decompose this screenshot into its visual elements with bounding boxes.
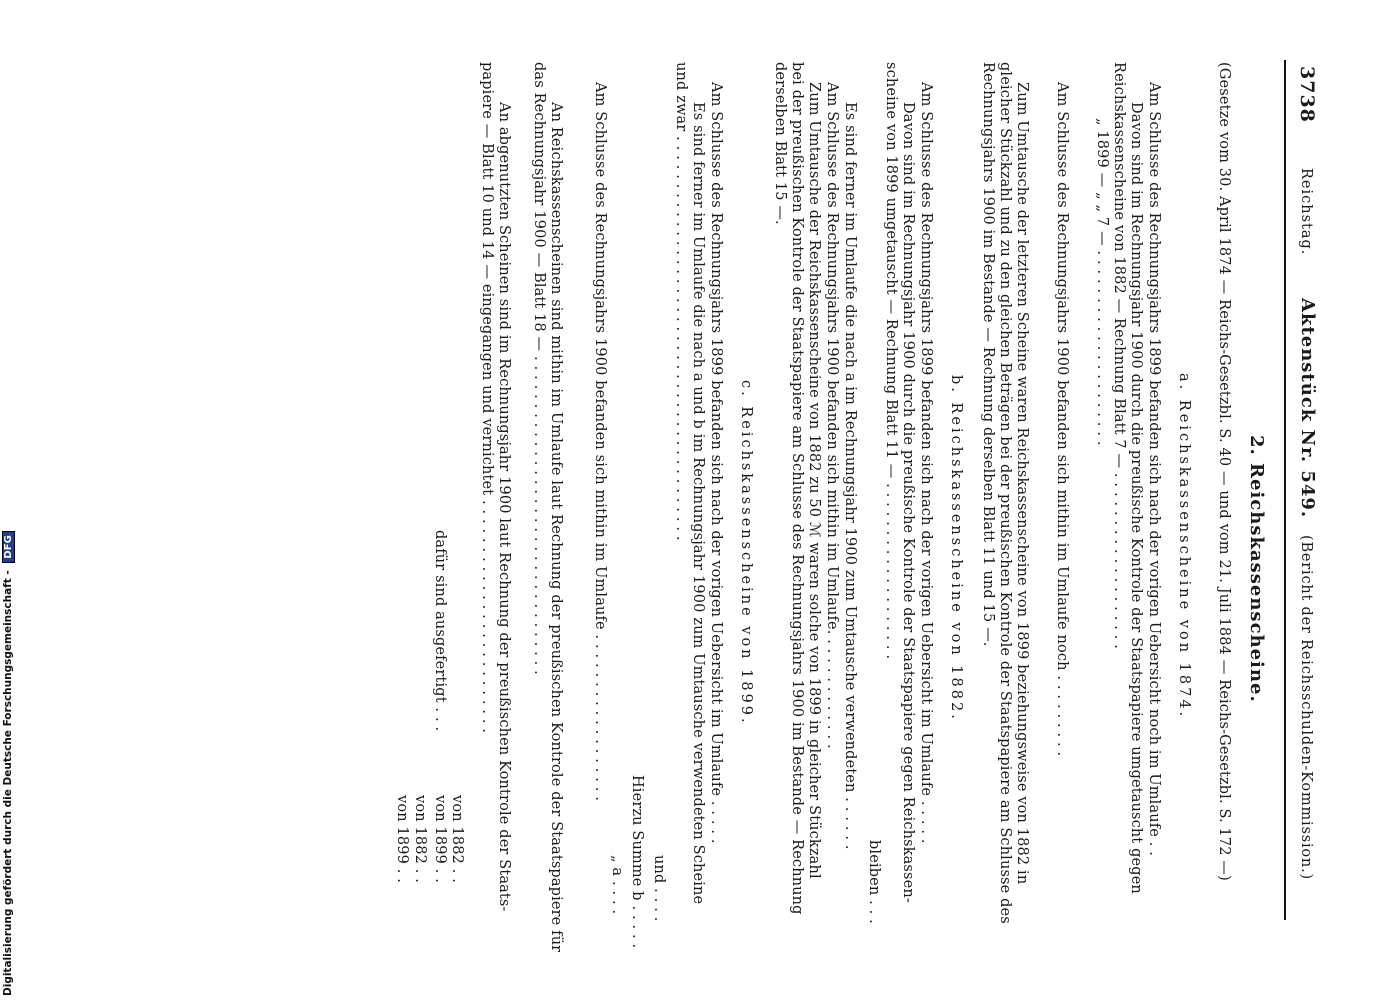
heading-a: a. Reichskassenscheine von 1874. (1176, 373, 1192, 720)
page-header (1284, 60, 1320, 920)
c-line-16: von 1899 . . (394, 795, 410, 884)
c-line-3: und zwar . . . . . . . . . . . . . . . . . . . . . . . . . . . . . . . . . . . . . . . . . . . (673, 62, 689, 541)
b-line-7: Zum Umtausche der Reichskassenscheine von 1882 zu 50 ℳ waren solche von 1899 in gleicher Stückzahl (806, 82, 822, 879)
c-line-5: Hierzu Summe b . . . . . (629, 775, 645, 949)
page-number: 3738 (1296, 66, 1318, 123)
heading-c: c. Reichskassenscheine von 1899. (738, 380, 754, 726)
digitization-credit (2, 535, 22, 996)
b-line-9: derselben Blatt 15 —. (772, 62, 788, 225)
a-line-7: gleicher Stückzahl und zu den gleichen Beträgen bei der preußischen Kontrole der Staatspapiere am Schlusse des (997, 62, 1013, 924)
c-line-6: „ a . . . . (609, 855, 625, 915)
a-line-3: Reichskassenscheine von 1882 — Rechnung Blatt 7 — . . . . . . . . . . . . . . . . . . . (1111, 62, 1127, 650)
credit-text: Digitalisierung gefördert durch die Deutsche Forschungsgemeinschaft - (2, 570, 14, 996)
b-line-8: bei der preußischen Kontrole der Staatspapiere am Schlusse des Rechnungsjahrs 1900 im Bestande — Rechnung (789, 62, 805, 915)
c-line-7: Am Schlusse des Rechnungsjahrs 1900 befanden sich mithin im Umlaufe . . . . . . . . . . . . . . . . . . (592, 82, 608, 802)
b-line-1: Am Schlusse des Rechnungsjahrs 1899 befanden sich nach der vorigen Uebersicht im Umlaufe . . . . . (918, 82, 934, 844)
b-line-3: scheine von 1899 umgetauscht — Rechnung Blatt 11 — . . . . . . . . . . . . . . . . . . . (883, 62, 899, 660)
header-right: (Bericht der Reichsschulden-Kommission.) (1298, 535, 1314, 880)
a-line-5: Am Schlusse des Rechnungsjahrs 1900 befanden sich mithin im Umlaufe noch . . . . . . . . . (1054, 82, 1070, 757)
b-line-4: bleiben . . . (866, 840, 882, 924)
c-line-8: An Reichskassenscheinen sind mithin im Umlaufe laut Rechnung der preußischen Kontrole der Staatspapiere für (548, 102, 564, 953)
c-line-2: Es sind ferner im Umlaufe die nach a und b im Rechnungsjahr 1900 zum Umtausche verwendeten Scheine (690, 102, 706, 905)
a-line-4: „ 1899 — „ „ 7 — . . . . . . . . . . . . . . . . . . . . . (1094, 118, 1110, 446)
dfg-logo: DFG (2, 531, 15, 562)
header-left: Reichstag. (1298, 168, 1314, 256)
c-line-10: An abgenutzten Scheinen sind im Rechnungsjahr 1900 laut Rechnung der preußischen Kontrole der Staats- (496, 102, 512, 912)
a-line-1: Am Schlusse des Rechnungsjahrs 1899 befanden sich nach der vorigen Uebersicht noch im Umlaufe . . (1146, 82, 1162, 857)
section-law: (Gesetze vom 30. April 1874 — Reichs-Gesetzbl. S. 40 — und vom 21. Juli 1884 — Reichs-Gesetzbl. S. 172 —) (1216, 62, 1232, 881)
b-line-6: Am Schlusse des Rechnungsjahrs 1900 befanden sich mithin im Umlaufe. . . . . . . . . . . . . (824, 82, 840, 749)
b-line-2: Davon sind im Rechnungsjahr 1900 durch die preußische Kontrole der Staatspapiere gegen Reichskassen- (900, 102, 916, 903)
c-line-11: papiere — Blatt 10 und 14 — eingegangen und vernichtet . . . . . . . . . . . . . . . . . . . . . . . . . (479, 62, 495, 734)
c-line-13: von 1882 . . (449, 795, 465, 884)
a-line-8: Rechnungsjahrs 1900 im Bestande — Rechnung derselben Blatt 11 und 15 —. (980, 62, 996, 647)
a-line-2: Davon sind im Rechnungsjahr 1900 durch die preußische Kontrole der Staatspapiere umgetauscht gegen (1128, 102, 1144, 894)
heading-b: b. Reichskassenscheine von 1882. (948, 375, 964, 722)
c-line-1: Am Schlusse des Rechnungsjahrs 1899 befanden sich nach der vorigen Uebersicht im Umlaufe . . . . . (708, 82, 724, 844)
c-line-12: dafür sind ausgefertigt . . . (432, 530, 448, 732)
a-line-6: Zum Umtausche der letzteren Scheine waren Reichskassenscheine von 1899 beziehungsweise von 1882 in (1014, 82, 1030, 885)
b-line-5: Es sind ferner im Umlaufe die nach a im Rechnungsjahr 1900 zum Umtausche verwendeten . . . . . . (842, 102, 858, 850)
c-line-15: von 1882 . . (412, 795, 428, 884)
c-line-4: und . . . . (651, 855, 667, 922)
c-line-9: das Rechnungsjahr 1900 — Blatt 18 — . . . . . . . . . . . . . . . . . . . . . . . . . . . . . . . . . . (531, 62, 547, 675)
section-title: 2. Reichskassenscheine. (1246, 435, 1267, 703)
c-line-14: von 1899 . . (432, 795, 448, 884)
document-page (260, 60, 1320, 953)
header-title: Aktenstück Nr. 549. (1297, 298, 1318, 519)
